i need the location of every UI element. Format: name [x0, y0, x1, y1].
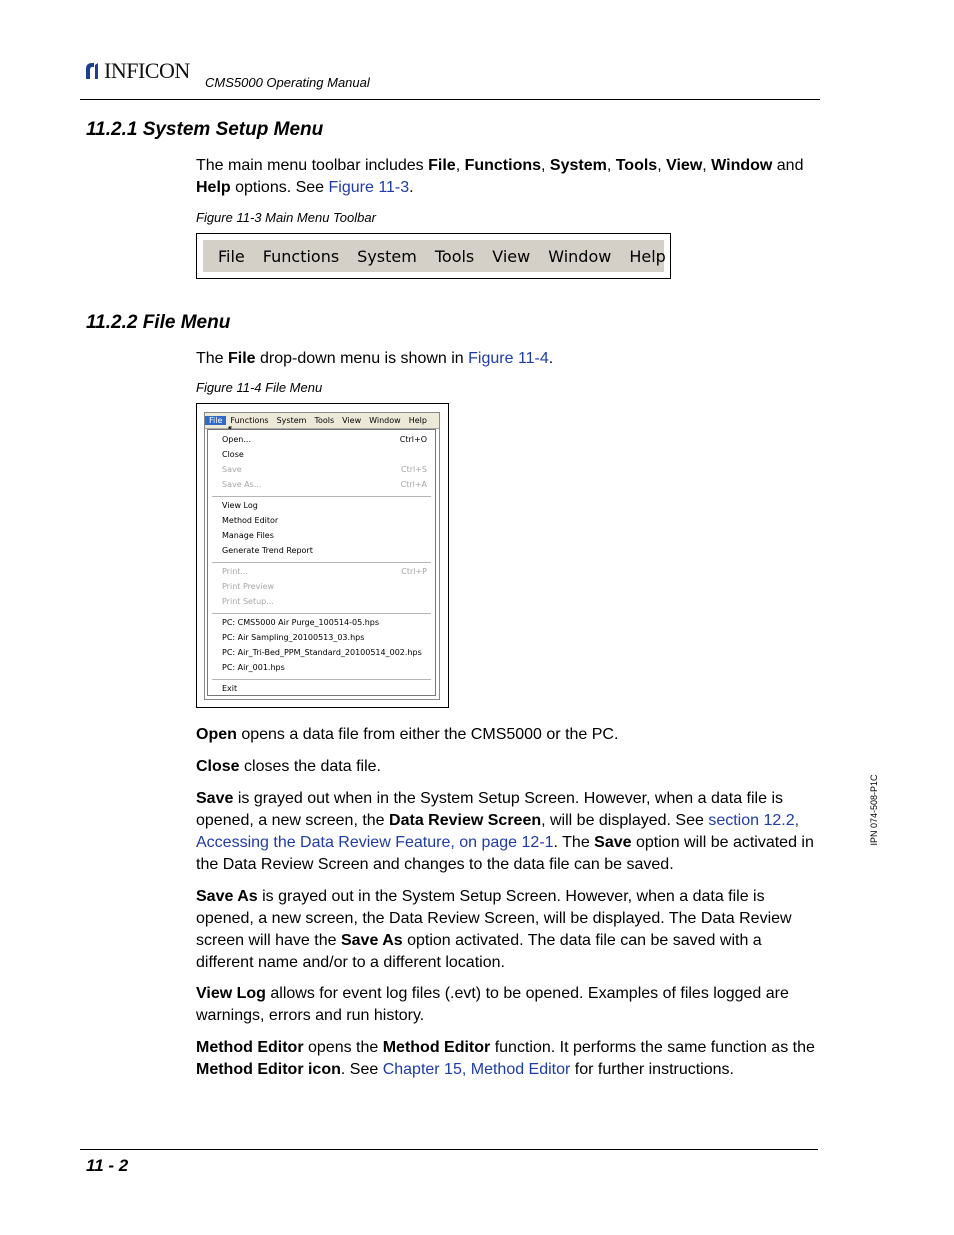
section-heading-file-menu: 11.2.2 File Menu: [86, 312, 231, 333]
footer-rule: [80, 1149, 818, 1150]
toolbar-tools[interactable]: Tools: [434, 246, 475, 266]
figure-11-3-caption: Figure 11-3 Main Menu Toolbar: [196, 210, 376, 225]
menu-item-recent-file[interactable]: PC: Air Sampling_20100513_03.hps: [222, 633, 365, 642]
toolbar-system[interactable]: System: [357, 246, 417, 266]
manual-title: CMS5000 Operating Manual: [205, 75, 370, 90]
page-number: 11 - 2: [86, 1156, 129, 1175]
figure-11-3-link[interactable]: Figure 11-3: [328, 179, 410, 196]
menubar-window[interactable]: Window: [369, 416, 401, 425]
menu-item-save[interactable]: Save Ctrl+S: [222, 465, 427, 474]
method-editor-description: Method Editor opens the Method Editor function. It performs the same function as the Method Editor icon. See Chapter 15, Method Editor for further instructions.: [196, 1039, 815, 1078]
inficon-logo: [82, 60, 190, 82]
toolbar-help[interactable]: Help: [629, 246, 666, 266]
toolbar-view[interactable]: View: [492, 246, 531, 266]
open-description: Open opens a data file from either the CMS5000 or the PC.: [196, 726, 619, 743]
close-description: Close closes the data file.: [196, 758, 381, 775]
save-as-description: Save As is grayed out in the System Setup Screen. However, when a data file is opened, a new screen, the Data Review Screen, will be displayed. The Data Review screen will have the Save As option activated. The data file can be saved with a different name and/or to a different location.: [196, 888, 792, 971]
chapter-15-link[interactable]: Chapter 15, Method Editor: [382, 1061, 571, 1078]
menu-item-view-log[interactable]: View Log: [222, 501, 258, 510]
menu-item-close[interactable]: Close: [222, 450, 244, 459]
main-menu-toolbar: [203, 240, 664, 272]
section-heading-system-setup: 11.2.1 System Setup Menu: [86, 119, 324, 140]
menubar-view[interactable]: View: [342, 416, 362, 425]
menu-item-recent-file[interactable]: PC: CMS5000 Air Purge_100514-05.hps: [222, 618, 380, 627]
figure-11-4-link[interactable]: Figure 11-4: [468, 350, 549, 367]
figure-11-3-toolbar: [196, 233, 671, 279]
menu-item-open[interactable]: Open... Ctrl+O: [222, 435, 427, 444]
menubar-help[interactable]: Help: [408, 416, 427, 425]
menu-item-print-preview[interactable]: Print Preview: [222, 582, 275, 591]
menubar-file[interactable]: File: [205, 416, 226, 425]
menubar-tools[interactable]: Tools: [314, 416, 335, 425]
file-menu-intro: The File drop-down menu is shown in Figure 11-4.: [196, 350, 554, 367]
logo-text: INFICON: [104, 58, 190, 83]
menubar: [205, 413, 439, 429]
inficon-logo-icon: [82, 61, 102, 81]
menu-item-generate-trend-report[interactable]: Generate Trend Report: [222, 546, 313, 555]
section1-paragraph: The main menu toolbar includes File, Functions, System, Tools, View, Window and Help options. See Figure 11-3.: [196, 157, 804, 196]
menu-item-print[interactable]: Print... Ctrl+P: [222, 567, 427, 576]
menu-separator: [212, 562, 431, 563]
file-menu-window: [204, 412, 440, 700]
toolbar-file[interactable]: File: [218, 246, 245, 266]
menu-item-method-editor[interactable]: Method Editor: [222, 516, 279, 525]
save-description: Save is grayed out when in the System Setup Screen. However, when a data file is opened, a new screen, the Data Review Screen, will be displayed. See section 12.2, Accessing the Data Review Feature, on page 12-1. The Save option will be activated in the Data Review Screen and changes to the data file can be saved.: [196, 790, 814, 873]
menu-item-recent-file[interactable]: PC: Air_001.hps: [222, 663, 285, 672]
menu-separator: [212, 679, 431, 680]
menu-item-exit[interactable]: Exit: [222, 684, 238, 693]
section-12-2-link[interactable]: section 12.2, Accessing the Data Review Feature, on page 12-1: [196, 812, 800, 851]
menubar-system[interactable]: System: [276, 416, 307, 425]
menu-item-manage-files[interactable]: Manage Files: [222, 531, 274, 540]
ipn-side-label: IPN 074-508-P1C: [869, 774, 879, 846]
menu-separator: [212, 613, 431, 614]
menu-item-print-setup[interactable]: Print Setup...: [222, 597, 274, 606]
figure-11-4-file-menu: [196, 403, 449, 708]
figure-11-4-caption: Figure 11-4 File Menu: [196, 380, 323, 395]
menu-item-save-as[interactable]: Save As... Ctrl+A: [222, 480, 427, 489]
view-log-description: View Log allows for event log files (.evt) to be opened. Examples of files logged are warnings, errors and run history.: [196, 985, 789, 1024]
menubar-functions[interactable]: Functions: [230, 416, 269, 425]
toolbar-window[interactable]: Window: [548, 246, 612, 266]
menu-item-recent-file[interactable]: PC: Air_Tri-Bed_PPM_Standard_20100514_002.hps: [222, 648, 422, 657]
file-dropdown: [207, 429, 436, 696]
toolbar-functions[interactable]: Functions: [262, 246, 340, 266]
header-rule: [80, 99, 820, 100]
menu-separator: [212, 496, 431, 497]
